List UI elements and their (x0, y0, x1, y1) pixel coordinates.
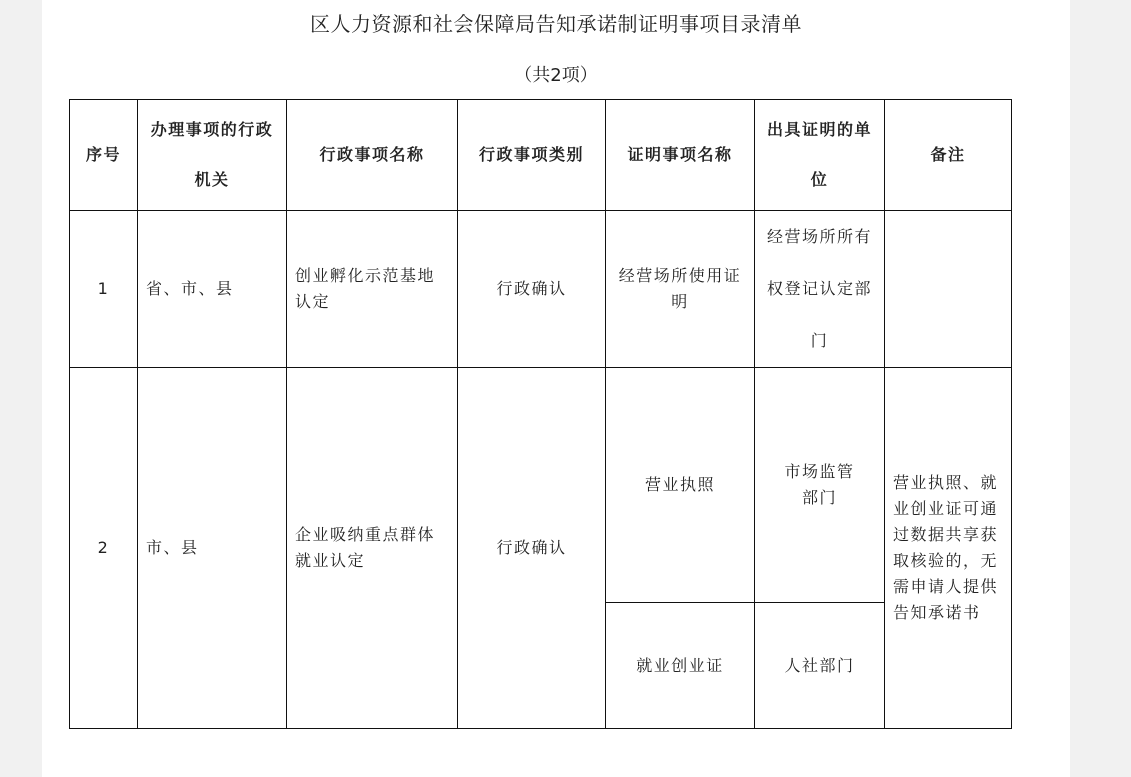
row1-proof-name: 经营场所使用证明 (606, 211, 755, 368)
row1-category: 行政确认 (458, 211, 606, 368)
row1-item-name: 创业孵化示范基地认定 (287, 211, 458, 368)
header-seq: 序号 (70, 100, 138, 211)
document-page (42, 0, 1070, 777)
header-item-name: 行政事项名称 (287, 100, 458, 211)
document-subtitle: （共2项） (514, 65, 598, 86)
proof-items-table (69, 99, 1012, 729)
table-header-row (70, 100, 1012, 211)
row2-category: 行政确认 (458, 368, 606, 729)
row2-agency: 市、县 (138, 368, 287, 729)
row1-agency: 省、市、县 (138, 211, 287, 368)
header-proof-name: 证明事项名称 (606, 100, 755, 211)
row1-remark (885, 211, 1012, 368)
row2-proof-name-1: 营业执照 (606, 368, 755, 603)
row2-issuer-2: 人社部门 (755, 603, 885, 729)
header-category: 行政事项类别 (458, 100, 606, 211)
document-title: 区人力资源和社会保障局告知承诺制证明事项目录清单 (310, 12, 802, 36)
row2-issuer-1: 市场监管部门 (755, 368, 885, 603)
row1-seq: 1 (70, 211, 138, 368)
row2-item-name: 企业吸纳重点群体就业认定 (287, 368, 458, 729)
table-row (70, 211, 1012, 368)
row2-seq: 2 (70, 368, 138, 729)
header-issuer: 出具证明的单位 (755, 100, 885, 211)
header-agency: 办理事项的行政机关 (138, 100, 287, 211)
row2-proof-name-2: 就业创业证 (606, 603, 755, 729)
row1-issuer: 经营场所所有权登记认定部门 (755, 211, 885, 368)
table-row (70, 368, 1012, 603)
header-remark: 备注 (885, 100, 1012, 211)
row2-remark: 营业执照、就业创业证可通过数据共享获取核验的，无需申请人提供告知承诺书 (885, 368, 1012, 729)
